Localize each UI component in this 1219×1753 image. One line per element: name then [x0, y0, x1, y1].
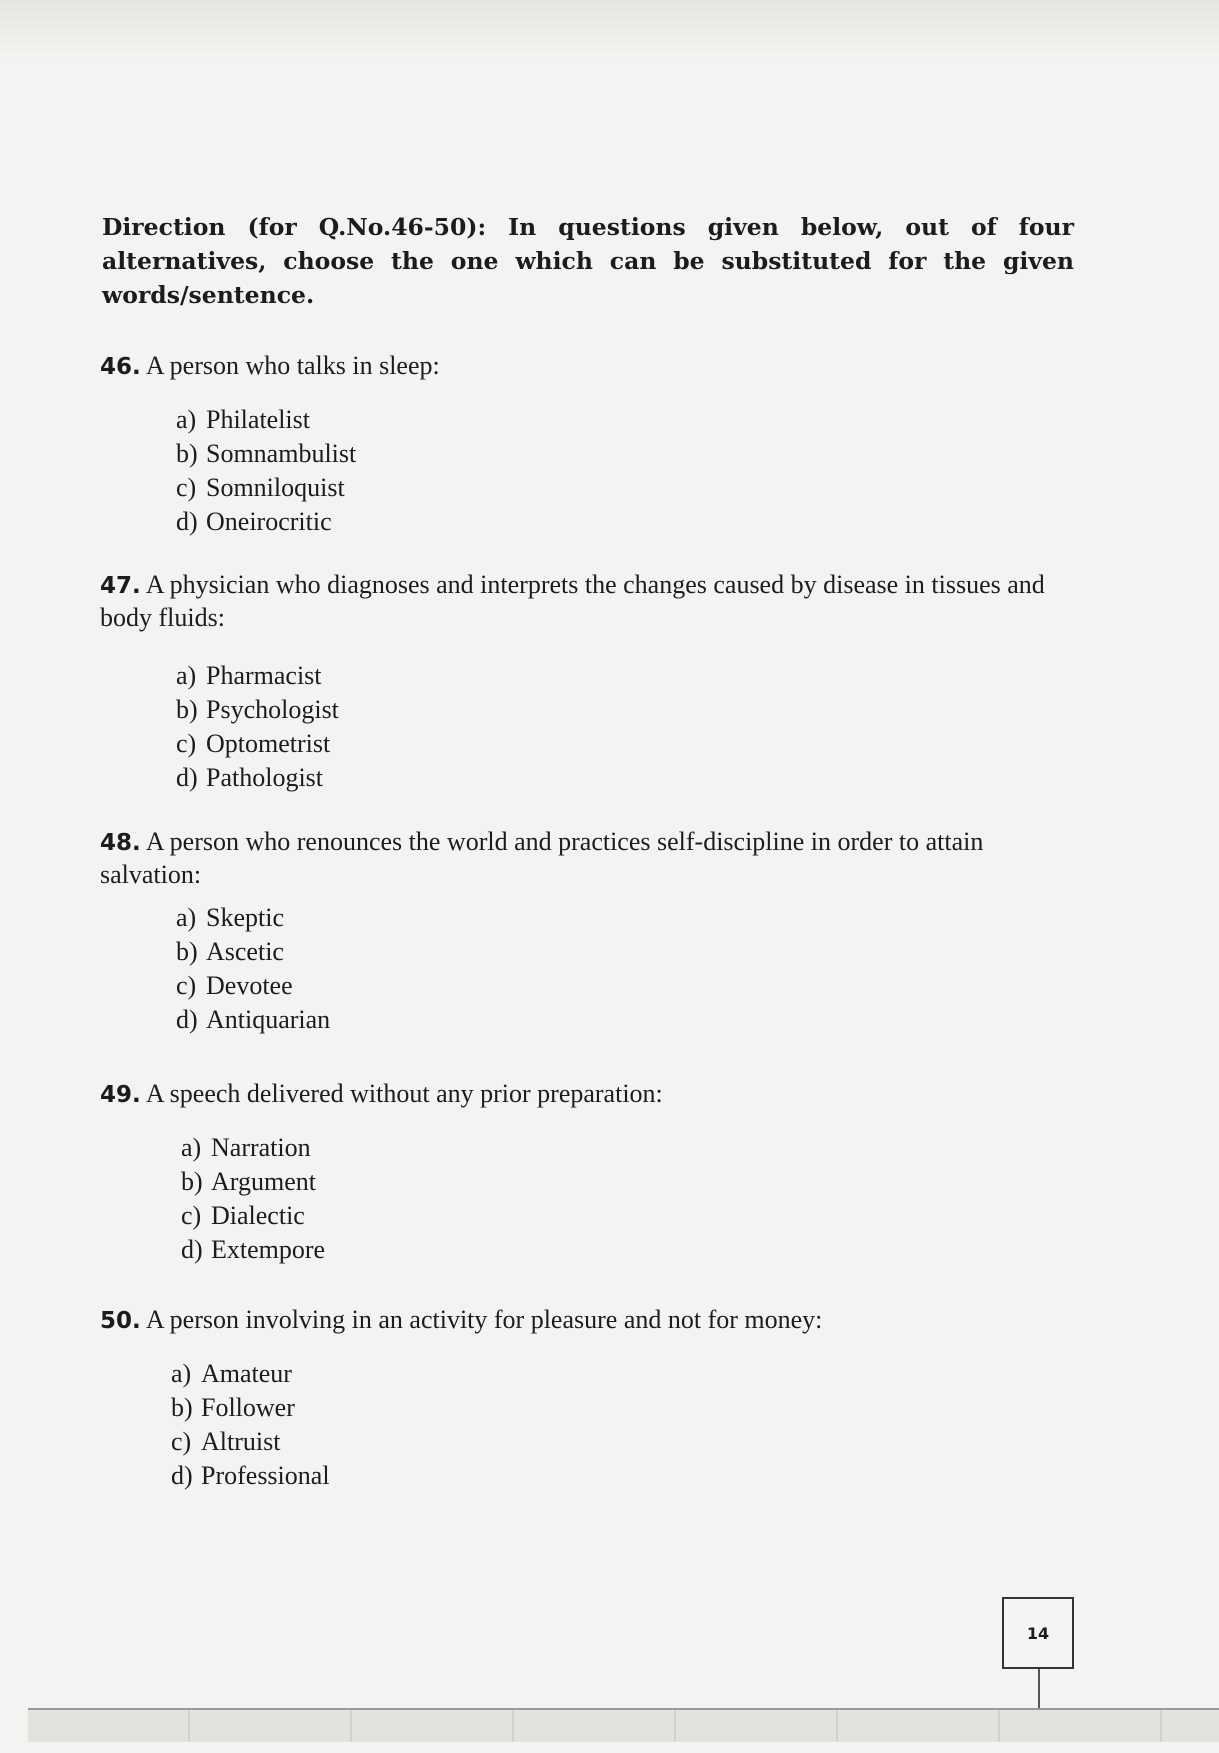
question-number: 46. — [100, 354, 141, 380]
option-d: d) Antiquarian — [176, 1005, 331, 1034]
question-number: 50. — [100, 1308, 141, 1334]
options-48 — [176, 901, 330, 1037]
option-a: a) Philatelist — [176, 405, 310, 434]
question-text: A speech delivered without any prior preparation: — [145, 1079, 663, 1108]
option-a: a) Skeptic — [176, 903, 284, 932]
direction-text: Direction (for Q.No.46-50): In questions given below, out of four alternatives, choose the one which can be substituted for the given words/sentence. — [102, 213, 1074, 309]
question-text: A physician who diagnoses and interprets the changes caused by disease in tissues and body fluids: — [100, 570, 1045, 632]
option-c: c) Devotee — [176, 971, 293, 1000]
question-49 — [100, 1078, 1080, 1111]
option-a: a) Narration — [181, 1133, 311, 1162]
option-b: b) Ascetic — [176, 937, 284, 966]
option-d: d) Pathologist — [176, 763, 324, 792]
option-d: d) Professional — [171, 1461, 330, 1490]
scan-top-band — [0, 0, 1219, 60]
options-46 — [176, 403, 356, 539]
options-47 — [176, 659, 339, 795]
question-number: 49. — [100, 1082, 141, 1108]
options-50 — [171, 1357, 330, 1493]
option-a: a) Amateur — [171, 1359, 292, 1388]
question-48 — [100, 826, 1080, 890]
option-a: a) Pharmacist — [176, 661, 322, 690]
option-b: b) Argument — [181, 1167, 316, 1196]
option-b: b) Somnambulist — [176, 439, 357, 468]
question-text: A person who renounces the world and practices self-discipline in order to attain salvation: — [100, 827, 984, 889]
page-number-stem — [1038, 1669, 1040, 1709]
page-number: 14 — [1002, 1597, 1074, 1669]
question-47 — [100, 569, 1080, 633]
options-49 — [181, 1131, 325, 1267]
option-b: b) Follower — [171, 1393, 295, 1422]
option-c: c) Dialectic — [181, 1201, 305, 1230]
question-50 — [100, 1304, 1080, 1337]
question-number: 47. — [100, 573, 141, 599]
option-b: b) Psychologist — [176, 695, 339, 724]
option-c: c) Somniloquist — [176, 473, 345, 502]
question-46 — [100, 350, 1080, 383]
option-d: d) Extempore — [181, 1235, 326, 1264]
option-d: d) Oneirocritic — [176, 507, 332, 536]
question-text: A person involving in an activity for pleasure and not for money: — [145, 1305, 823, 1334]
question-text: A person who talks in sleep: — [145, 351, 440, 380]
option-c: c) Altruist — [171, 1427, 281, 1456]
question-number: 48. — [100, 830, 141, 856]
option-c: c) Optometrist — [176, 729, 331, 758]
footer-strip — [28, 1710, 1219, 1742]
